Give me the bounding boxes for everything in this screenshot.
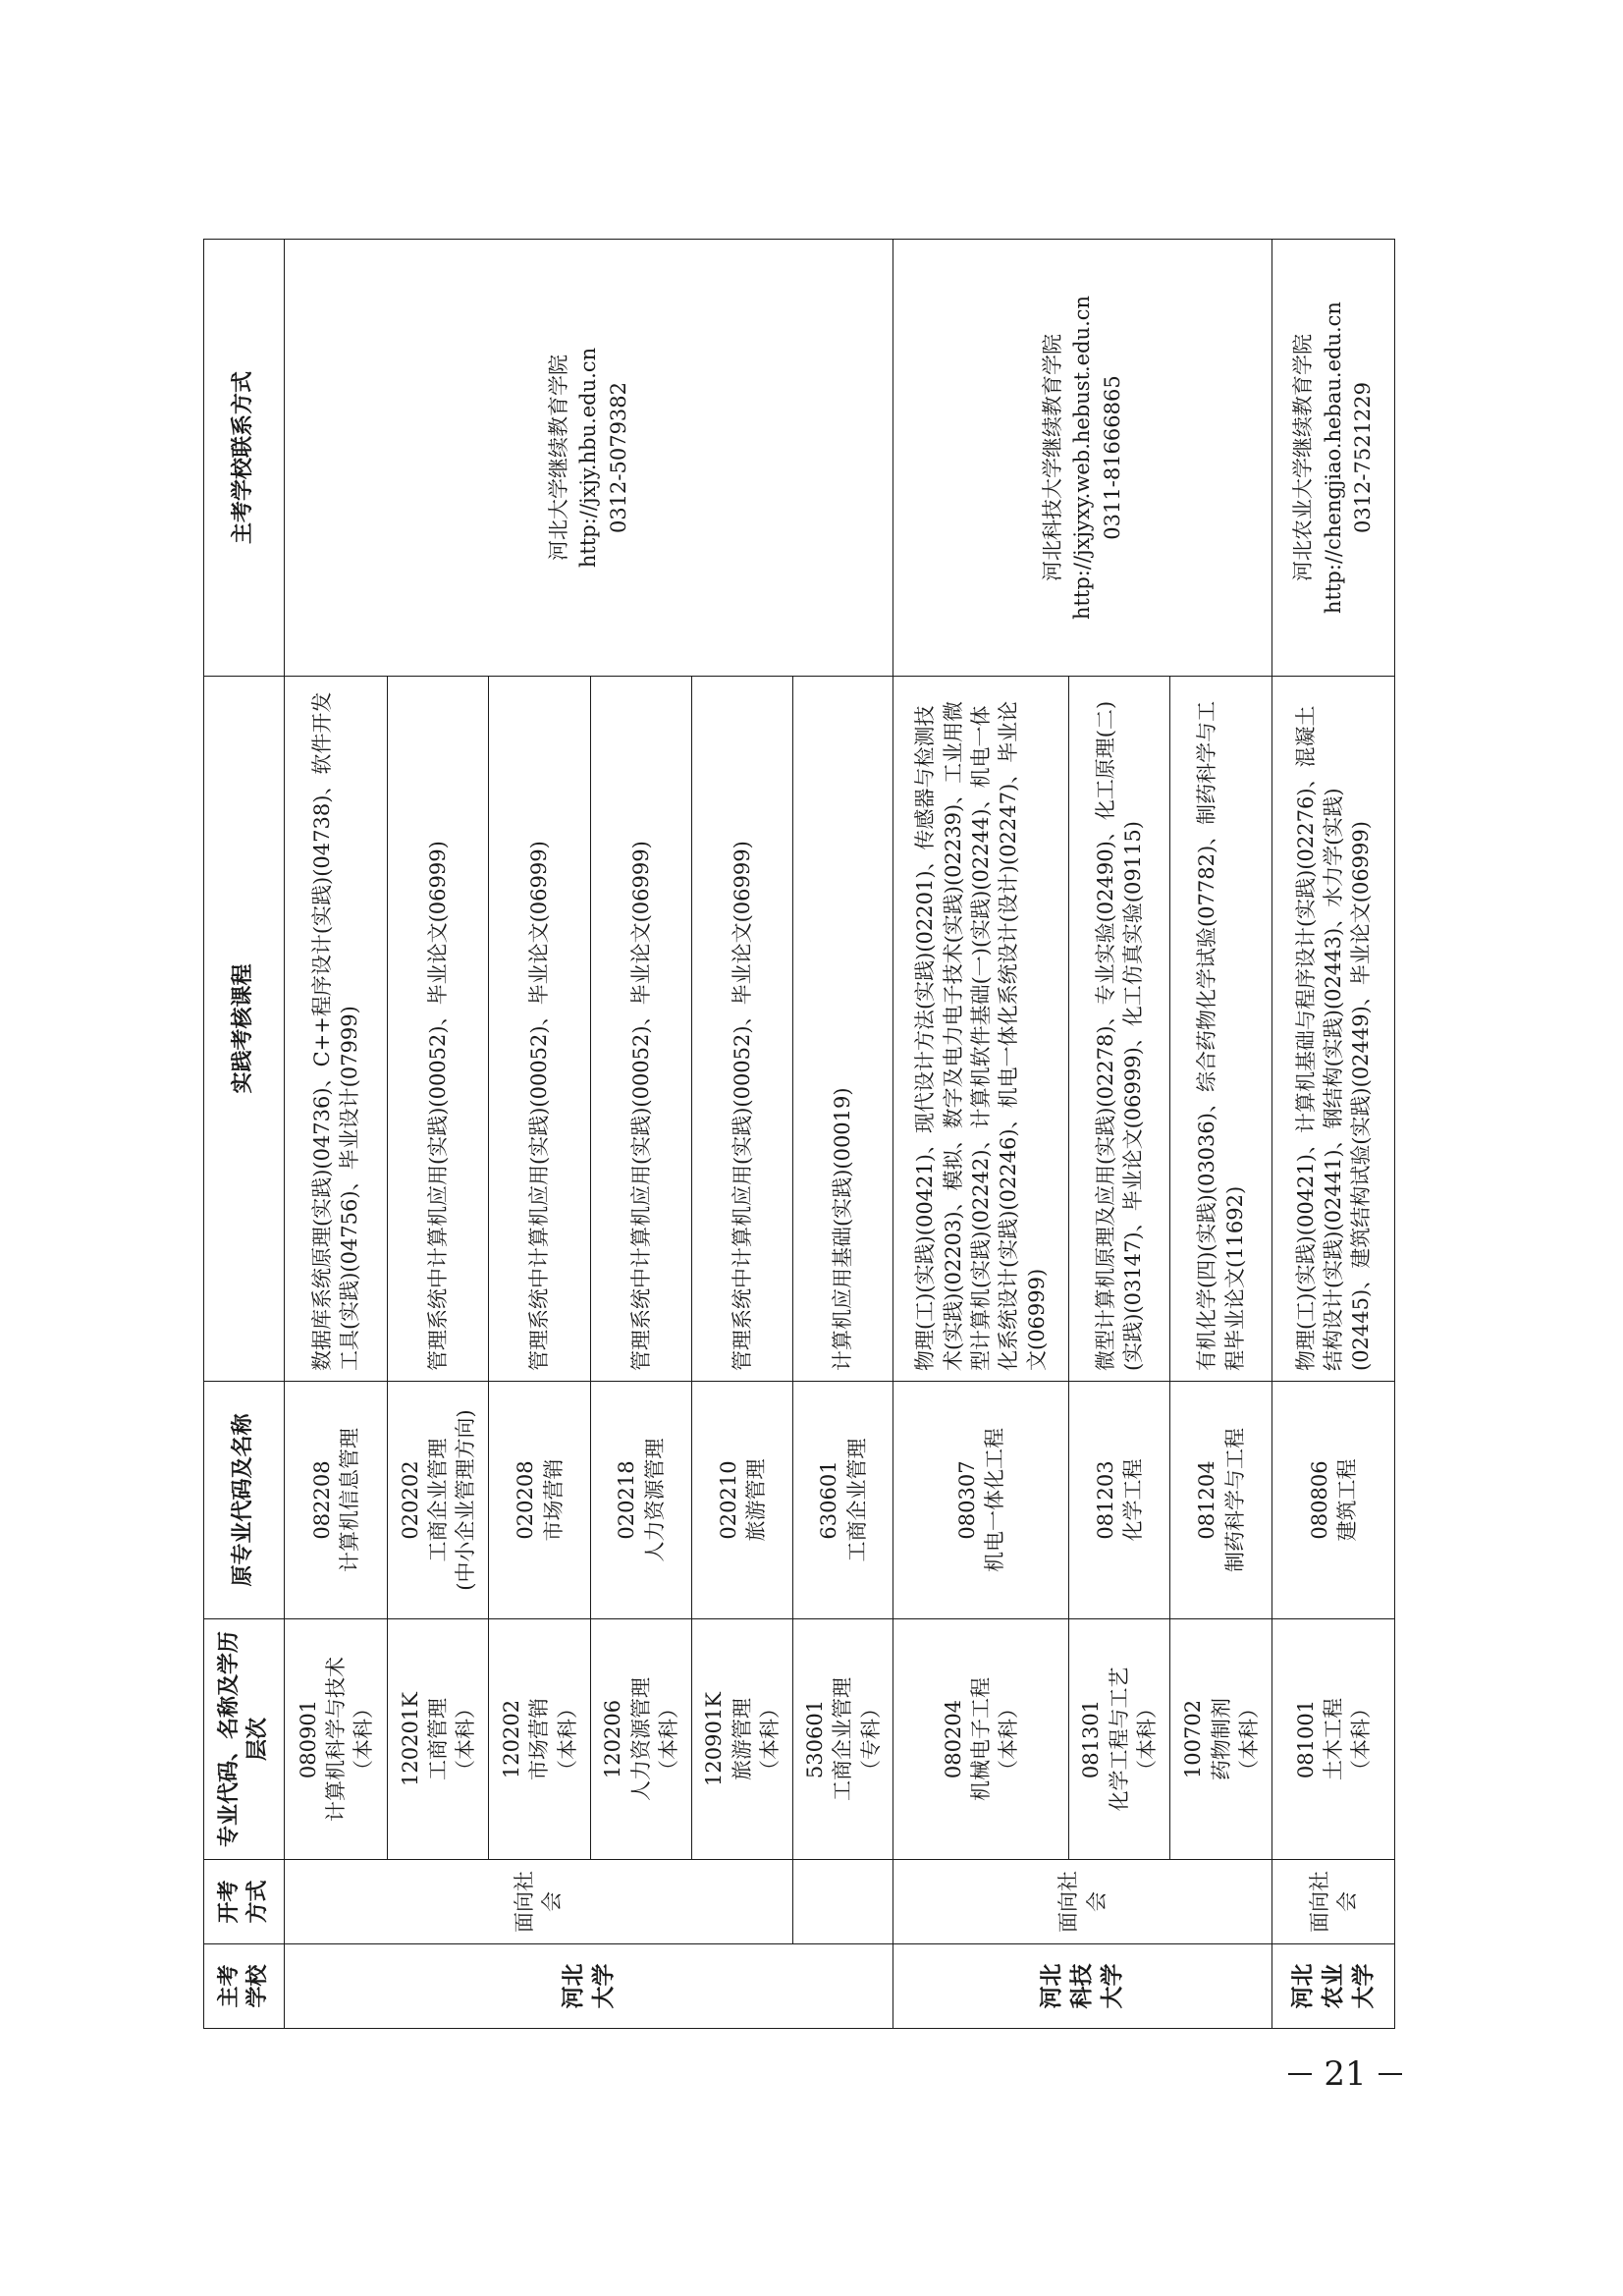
old-major-cell: 080307 机电一体化工程 [893,1382,1069,1619]
major-cell: 081001 土木工程 （本科） [1272,1619,1395,1860]
courses-cell: 管理系统中计算机应用(实践)(00052)、毕业论文(06999) [388,677,489,1382]
courses-cell: 管理系统中计算机应用(实践)(00052)、毕业论文(06999) [590,677,691,1382]
courses-cell: 物理(工)(实践)(00421)、计算机基础与程序设计(实践)(02276)、混凝土结构设计(实践)(02441)、钢结构(实践)(02443)、水力学(实践)(02445)、建筑结构试验(实践)(02449)、毕业论文(06999) [1272,677,1395,1382]
exam-mode-empty [792,1860,893,1944]
courses-cell: 数据库系统原理(实践)(04736)、C++程序设计(实践)(04738)、软件开发工具(实践)(04756)、毕业设计(07999) [285,677,388,1382]
courses-cell: 管理系统中计算机应用(实践)(00052)、毕业论文(06999) [691,677,792,1382]
major-cell: 081301 化学工程与工艺 （本科） [1068,1619,1169,1860]
exam-mode: 面向社会 [285,1860,793,1944]
page-number-text: 21 [1324,2054,1367,2094]
major-cell: 120201K 工商管理 （本科） [388,1619,489,1860]
courses-cell: 管理系统中计算机应用(实践)(00052)、毕业论文(06999) [489,677,590,1382]
table-row [285,240,388,2029]
major-cell: 120901K 旅游管理 （本科） [691,1619,792,1860]
courses-cell: 计算机应用基础(实践)(00019) [792,677,893,1382]
header-mode: 开考方式 [204,1860,285,1944]
school-name: 河北科技大学 [893,1944,1272,2029]
header-old-major: 原专业代码及名称 [204,1382,285,1619]
school-name: 河北大学 [285,1944,893,2029]
page-number [1276,2045,1414,2104]
table-header-row [204,240,285,2029]
major-cell: 120202 市场营销 （本科） [489,1619,590,1860]
major-cell: 120206 人力资源管理 （本科） [590,1619,691,1860]
old-major-cell: 020208 市场营销 [489,1382,590,1619]
header-school: 主考学校 [204,1944,285,2029]
major-cell: 530601 工商企业管理 （专科） [792,1619,893,1860]
major-cell: 080204 机械电子工程 （本科） [893,1619,1069,1860]
courses-cell: 有机化学(四)(实践)(03036)、综合药物化学试验(07782)、制药科学与工程毕业论文(11692) [1170,677,1272,1382]
old-major-cell: 081203 化学工程 [1068,1382,1169,1619]
major-cell: 080901 计算机科学与技术 （本科） [285,1619,388,1860]
school-name: 河北农业大学 [1272,1944,1395,2029]
old-major-cell: 020218 人力资源管理 [590,1382,691,1619]
table-row [1272,240,1395,2029]
table-row [893,240,1069,2029]
page-number-dash-left [1288,2073,1312,2075]
page-number-dash-right [1379,2073,1402,2075]
major-cell: 100702 药物制剂 （本科） [1170,1619,1272,1860]
courses-cell: 物理(工)(实践)(00421)、现代设计方法(实践)(02201)、传感器与检测技术(实践)(02203)、模拟、数字及电力电子技术(实践)(02239)、工业用微型计算机(实践)(02242)、计算机软件基础(一)(实践)(02244)、机电一体化系统设计(实践)(02246)、机电一体化系统设计(设计)(02247)、毕业论文(06999) [893,677,1069,1382]
header-major: 专业代码、名称及学历层次 [204,1619,285,1860]
practice-exam-table [203,239,1395,2029]
header-courses: 实践考核课程 [204,677,285,1382]
old-major-cell: 081204 制药科学与工程 [1170,1382,1272,1619]
old-major-cell: 082208 计算机信息管理 [285,1382,388,1619]
exam-mode: 面向社会 [1272,1860,1395,1944]
school-contact: 河北大学继续教育学院 http://jxjy.hbu.edu.cn 0312-5079382 [285,240,893,677]
rotated-table-container [203,240,1395,2029]
old-major-cell: 630601 工商企业管理 [792,1382,893,1619]
school-contact: 河北农业大学继续教育学院 http://chengjiao.hebau.edu.cn 0312-7521229 [1272,240,1395,677]
exam-mode: 面向社会 [893,1860,1272,1944]
old-major-cell: 080806 建筑工程 [1272,1382,1395,1619]
courses-cell: 微型计算机原理及应用(实践)(02278)、专业实验(02490)、化工原理(二)(实践)(03147)、毕业论文(06999)、化工仿真实验(09115) [1068,677,1169,1382]
old-major-cell: 020210 旅游管理 [691,1382,792,1619]
old-major-cell: 020202 工商企业管理 (中小企业管理方向) [388,1382,489,1619]
header-contact: 主考学校联系方式 [204,240,285,677]
school-contact: 河北科技大学继续教育学院 http://jxjyxy.web.hebust.edu.cn 0311-81666865 [893,240,1272,677]
